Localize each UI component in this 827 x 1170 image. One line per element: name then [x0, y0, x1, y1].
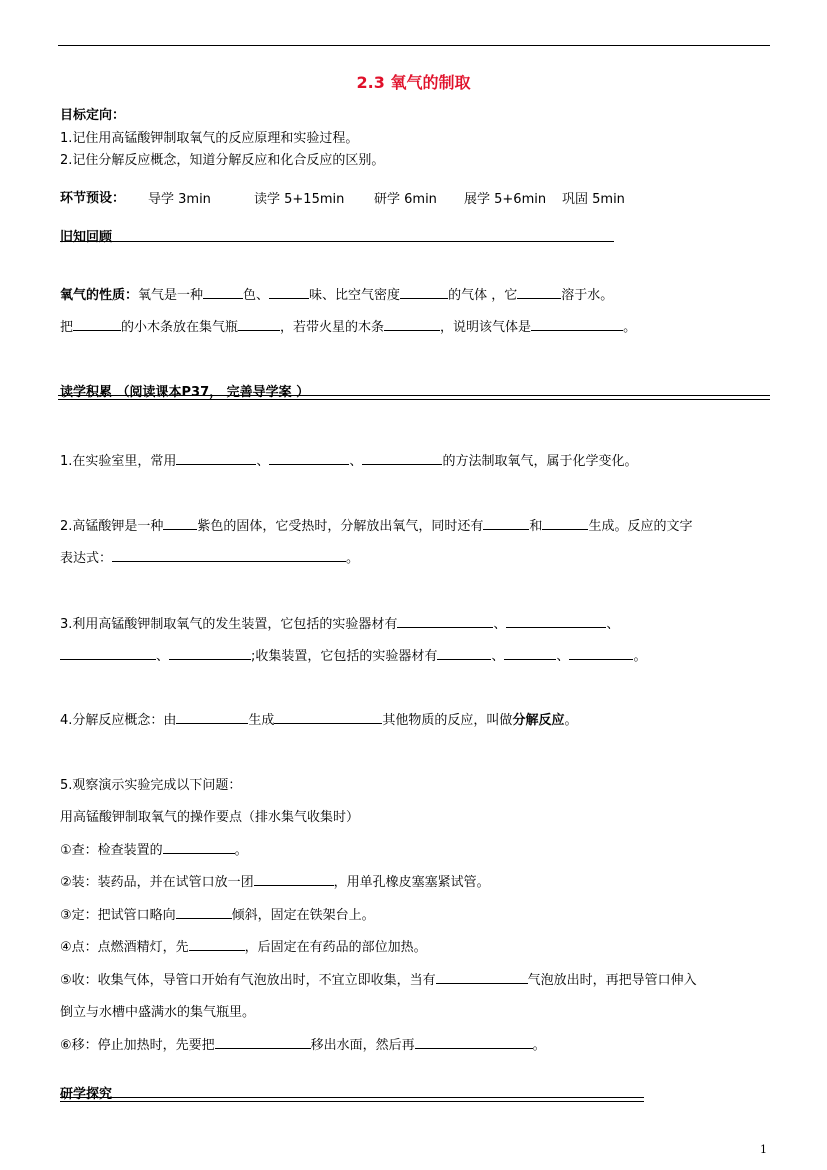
fill-blank[interactable] — [542, 517, 588, 530]
fill-blank[interactable] — [362, 452, 442, 465]
text: 、 — [493, 617, 507, 632]
goal-heading: 目标定向： — [60, 108, 126, 123]
text: 把 — [60, 320, 74, 335]
page-number: 1 — [760, 1143, 767, 1156]
fill-blank[interactable] — [400, 286, 448, 299]
text: 3.利用高锰酸钾制取氧气的发生装置，它包括的实验器材有 — [60, 617, 398, 632]
term-bold: 分解反应 — [512, 713, 565, 728]
stage-item: 导学 3min — [148, 192, 211, 207]
fill-blank[interactable] — [569, 647, 633, 660]
text: ⑤收：收集气体，导管口开始有气泡放出时，不宜立即收集，当有 — [60, 973, 436, 988]
text: 溶于水。 — [561, 288, 614, 303]
question-4 — [60, 709, 577, 728]
text: 、 — [349, 454, 363, 469]
fill-blank[interactable] — [437, 647, 491, 660]
fill-blank[interactable] — [112, 549, 346, 562]
section-double-rule — [58, 395, 770, 400]
question-3 — [60, 613, 619, 632]
header-rule — [58, 45, 770, 46]
text: 和 — [529, 519, 543, 534]
question-1 — [60, 450, 637, 469]
text: ;收集装置，它包括的实验器材有 — [251, 649, 438, 664]
section-underline — [60, 1097, 644, 1102]
question-2-cont — [60, 547, 359, 566]
step-1 — [60, 839, 248, 858]
page-title: 2.3 氧气的制取 — [356, 73, 471, 92]
stage-item: 展学 5+6min — [464, 192, 547, 207]
text: 1.在实验室里，常用 — [60, 454, 177, 469]
text: 色、 — [243, 288, 270, 303]
text: 表达式： — [60, 551, 113, 566]
fill-blank[interactable] — [269, 452, 349, 465]
step-6 — [60, 1034, 546, 1053]
review-label: 氧气的性质： — [60, 288, 139, 303]
step-5-cont: 倒立与水槽中盛满水的集气瓶里。 — [60, 1005, 256, 1020]
fill-blank[interactable] — [397, 615, 493, 628]
text: 氧气是一种 — [138, 288, 204, 303]
goal-item-1: 1.记住用高锰酸钾制取氧气的反应原理和实验过程。 — [60, 131, 359, 146]
text: 。 — [623, 320, 637, 335]
text: 的气体 ，它 — [448, 288, 518, 303]
text: 、 — [556, 649, 570, 664]
text: ④点：点燃酒精灯，先 — [60, 940, 189, 955]
text: 、 — [156, 649, 170, 664]
fill-blank[interactable] — [531, 318, 623, 331]
fill-blank[interactable] — [203, 286, 243, 299]
text: 。 — [346, 551, 360, 566]
text: ②装：装药品，并在试管口放一团 — [60, 875, 254, 890]
stage-item: 读学 5+15min — [254, 192, 345, 207]
text: 倾斜，固定在铁架台上。 — [231, 908, 375, 923]
text: 、 — [606, 617, 620, 632]
fill-blank[interactable] — [163, 517, 197, 530]
fill-blank[interactable] — [517, 286, 561, 299]
text: 气泡放出时，再把导管口伸入 — [527, 973, 697, 988]
fill-blank[interactable] — [254, 873, 334, 886]
text: ⑥移：停止加热时，先要把 — [60, 1038, 215, 1053]
text: 。 — [564, 713, 578, 728]
text: 。 — [234, 843, 248, 858]
step-5 — [60, 969, 697, 988]
step-4 — [60, 936, 427, 955]
text: 。 — [633, 649, 647, 664]
fill-blank[interactable] — [73, 318, 121, 331]
text: ①查：检查装置的 — [60, 843, 163, 858]
fill-blank[interactable] — [189, 938, 245, 951]
text: 的方法制取氧气，属于化学变化。 — [442, 454, 638, 469]
question-3-cont — [60, 645, 646, 664]
fill-blank[interactable] — [176, 906, 232, 919]
fill-blank[interactable] — [384, 318, 440, 331]
read-heading: 读学积累 （阅读课本P37， 完善导学案 ） — [60, 385, 310, 400]
text: 紫色的固体，它受热时，分解放出氧气，同时还有 — [197, 519, 484, 534]
text: 4.分解反应概念：由 — [60, 713, 177, 728]
fill-blank[interactable] — [176, 711, 248, 724]
text: 。 — [532, 1038, 546, 1053]
research-heading: 研学探究 — [60, 1087, 113, 1102]
fill-blank[interactable] — [506, 615, 606, 628]
fill-blank[interactable] — [269, 286, 309, 299]
question-5-heading: 5.观察演示实验完成以下问题： — [60, 778, 242, 793]
question-2 — [60, 515, 692, 534]
text: ，说明该气体是 — [440, 320, 532, 335]
stage-item: 巩固 5min — [562, 192, 625, 207]
fill-blank[interactable] — [215, 1036, 311, 1049]
text: 生成。反应的文字 — [588, 519, 693, 534]
fill-blank[interactable] — [415, 1036, 533, 1049]
stage-label: 环节预设： — [60, 191, 126, 206]
fill-blank[interactable] — [436, 971, 528, 984]
fill-blank[interactable] — [163, 841, 235, 854]
text: ，用单孔橡皮塞塞紧试管。 — [333, 875, 490, 890]
text: 移出水面，然后再 — [310, 1038, 415, 1053]
review-line-2 — [60, 316, 636, 335]
text: 2.高锰酸钾是一种 — [60, 519, 164, 534]
text: 、 — [256, 454, 270, 469]
text: 、 — [491, 649, 505, 664]
fill-blank[interactable] — [238, 318, 280, 331]
step-2 — [60, 871, 490, 890]
fill-blank[interactable] — [176, 452, 256, 465]
text: 生成 — [248, 713, 275, 728]
review-heading: 旧知回顾 — [60, 230, 113, 245]
text: 其他物质的反应，叫做 — [382, 713, 513, 728]
review-line-1 — [60, 284, 613, 303]
fill-blank[interactable] — [274, 711, 382, 724]
fill-blank[interactable] — [169, 647, 251, 660]
text: 味、比空气密度 — [309, 288, 401, 303]
fill-blank[interactable] — [483, 517, 529, 530]
fill-blank[interactable] — [60, 647, 156, 660]
goal-item-2: 2.记住分解反应概念，知道分解反应和化合反应的区别。 — [60, 153, 385, 168]
fill-blank[interactable] — [504, 647, 556, 660]
text: ，后固定在有药品的部位加热。 — [244, 940, 427, 955]
text: 的小木条放在集气瓶 — [121, 320, 239, 335]
question-5-sub: 用高锰酸钾制取氧气的操作要点（排水集气收集时） — [60, 810, 360, 825]
stage-item: 研学 6min — [374, 192, 437, 207]
text: ，若带火星的木条 — [280, 320, 385, 335]
text: ③定：把试管口略向 — [60, 908, 176, 923]
section-underline — [60, 241, 614, 242]
step-3 — [60, 904, 375, 923]
